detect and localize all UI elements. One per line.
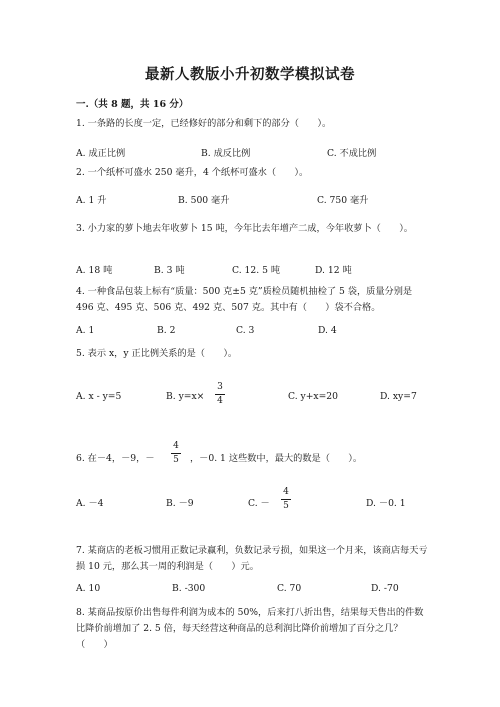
q3-option-a: A. 18 吨 [76,265,113,276]
q5-option-b-numerator: 3 [217,382,223,392]
question-6-prefix: 6. 在－4，－9，－ [76,453,155,464]
question-3: 3. 小力家的萝卜地去年收萝卜 15 吨，今年比去年增产二成，今年收萝卜（ ）。 [76,223,413,234]
q2-option-a: A. 1 升 [76,195,107,206]
q6-denominator: 5 [173,455,179,465]
q3-option-b: B. 3 吨 [154,265,185,276]
q6-numerator: 4 [173,441,179,451]
q7-option-d: D. -70 [371,583,399,594]
fraction-bar [281,499,291,500]
question-1: 1. 一条路的长度一定，已经修好的部分和剩下的部分（ ）。 [76,118,332,129]
q2-option-c: C. 750 毫升 [317,195,369,206]
q5-option-a: A. x - y=5 [76,391,122,402]
q6-option-c-numerator: 4 [283,487,289,497]
q6-option-a: A. －4 [76,498,104,509]
question-8: 8. 某商品按原价出售每件利润为成本的 50%，后来打八折出售，结果每天售出的件数比降价前增加了 2. 5 倍，每天经营这种商品的总利润比降价前增加了百分之几？（ ） [76,607,424,650]
q5-option-b-fraction [215,382,225,407]
q6-option-c-denominator: 5 [283,501,289,511]
exam-title: 最新人教版小升初数学模拟试卷 [145,66,355,83]
q5-option-c: C. y+x=20 [288,391,339,402]
q1-option-a: A. 成正比例 [76,148,126,159]
q4-option-d: D. 4 [318,325,337,336]
q7-option-c: C. 70 [277,583,302,594]
q6-option-b: B. －9 [166,498,194,509]
q6-option-d: D. －0. 1 [366,498,406,509]
q5-option-b-denominator: 4 [217,396,223,406]
q7-option-b: B. -300 [172,583,206,594]
section-heading: 一.（共 8 题，共 16 分） [76,99,189,110]
q4-option-b: B. 2 [157,325,176,336]
q6-option-c: C. － [248,498,270,509]
question-4: 4. 一种食品包装上标有“质量：500 克±5 克”质检员随机抽检了 5 袋，质量分别是 496 克、495 克、506 克、492 克、507 克。其中有（ ）袋不合格。 [76,286,413,313]
question-2: 2. 一个纸杯可盛水 250 毫升，4 个纸杯可盛水（ ）。 [76,167,309,178]
q3-option-c: C. 12. 5 吨 [232,265,281,276]
q2-option-b: B. 500 毫升 [178,195,230,206]
q5-option-d: D. xy=7 [380,391,417,402]
fraction-bar [171,453,181,454]
q1-option-b: B. 成反比例 [201,148,251,159]
q3-option-d: D. 12 吨 [315,265,352,276]
q7-option-a: A. 10 [76,583,101,594]
question-6-suffix: ，－0. 1 这些数中，最大的数是（ ）。 [190,453,363,464]
question-7: 7. 某商店的老板习惯用正数记录赢利，负数记录亏损，如果这一个月来，该商店每天亏损 10 元，那么其一周的利润是（ ）元。 [76,545,428,572]
q4-option-a: A. 1 [76,325,95,336]
q4-option-c: C. 3 [236,325,255,336]
fraction-bar [215,394,225,395]
q6-option-c-fraction [281,487,291,512]
q5-option-b: B. y=x× [166,391,205,402]
question-5: 5. 表示 x，y 正比例关系的是（ ）。 [76,348,238,359]
q1-option-c: C. 不成比例 [327,148,377,159]
question-6-fraction [171,441,181,466]
